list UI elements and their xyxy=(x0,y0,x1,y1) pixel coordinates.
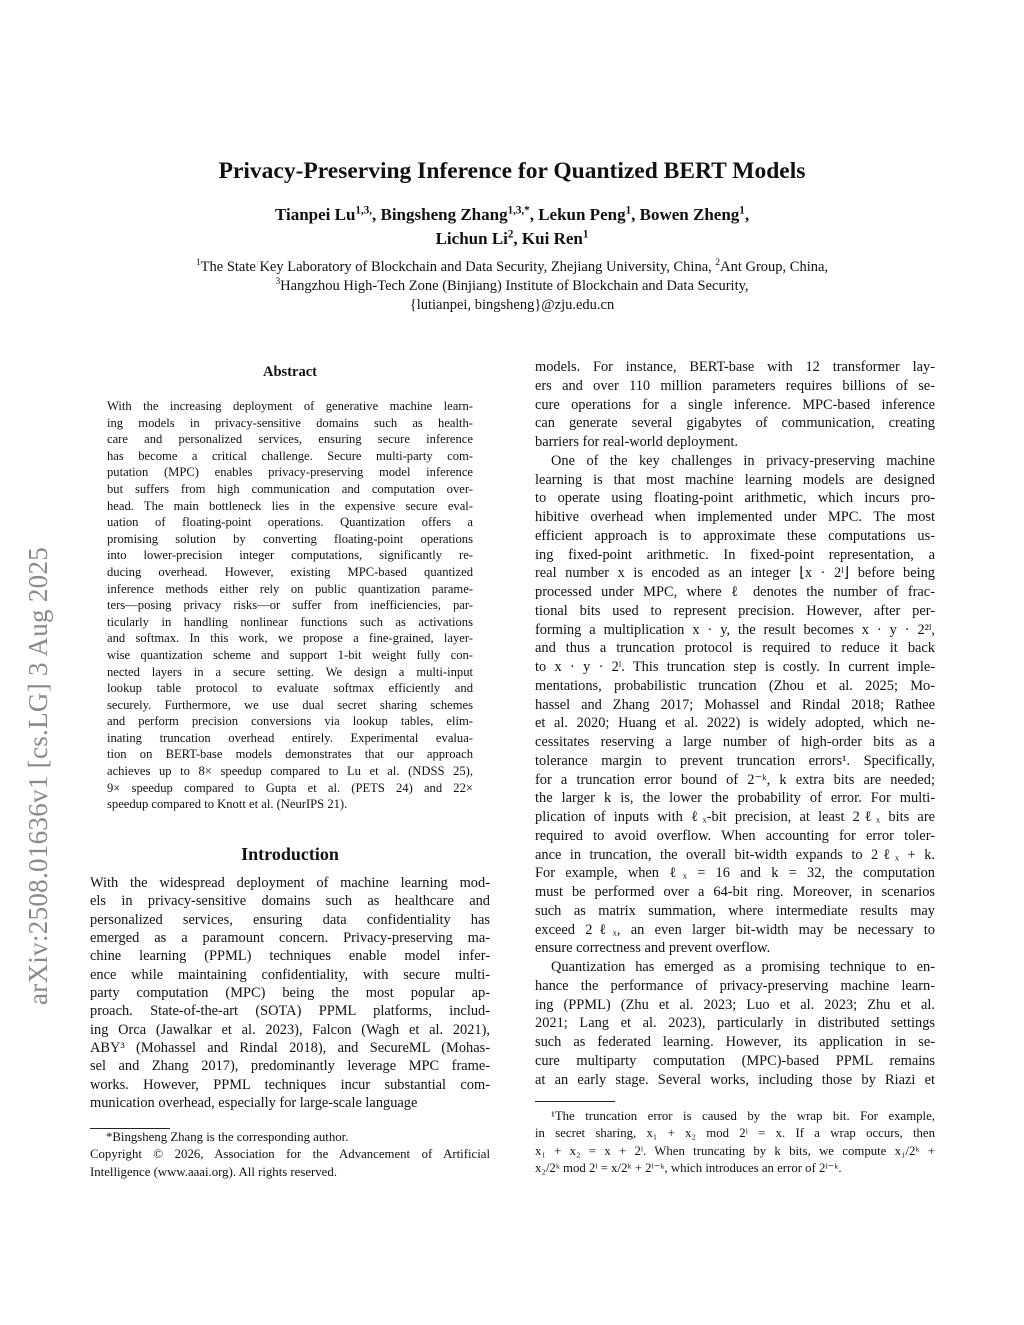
text-line: 2021; Lang et al. 2023), particularly in distributed settings xyxy=(535,1015,935,1032)
text-line: care and personalized services, ensuring secure inference xyxy=(107,432,473,447)
text-line: ance in truncation, the overall bit-width expands to 2ℓₓ + k. xyxy=(535,846,935,863)
text-line: head. The main bottleneck lies in the expensive secure eval- xyxy=(107,498,473,513)
text-line: emerged as a paramount concern. Privacy-preserving ma- xyxy=(90,930,490,947)
author-affil: 1,3,* xyxy=(507,204,530,217)
copyright-line: Intelligence (www.aaai.org). All rights reserved. xyxy=(90,1164,337,1179)
text-line: putation (MPC) enables privacy-preserving model inference xyxy=(107,465,473,480)
text-line: munication overhead, especially for large-scale language xyxy=(90,1095,418,1112)
author-name: , Kui Ren xyxy=(513,229,583,248)
affil-text: Hangzhou High-Tech Zone (Binjiang) Institute of Blockchain and Data Security, xyxy=(280,278,749,294)
abstract-body xyxy=(107,398,473,813)
text-line: learning is that most machine learning models are designed xyxy=(535,471,935,488)
text-line: securely. Furthermore, we use dual secret sharing schemes xyxy=(107,697,473,712)
text-line: works. However, PPML techniques incur substantial com- xyxy=(90,1076,490,1093)
introduction-body xyxy=(90,874,490,1112)
text-line: can generate several gigabytes of communication, creating xyxy=(535,415,935,432)
text-line: party computation (MPC) being the most popular ap- xyxy=(90,985,490,1002)
text-line: promising solution by converting floating-point operations xyxy=(107,531,473,546)
text-line: ing fixed-point arithmetic. In fixed-point representation, a xyxy=(535,546,935,563)
author-line-2 xyxy=(0,229,1024,249)
text-line: ters—posing privacy risks—or suffer from inefficiencies, par- xyxy=(107,598,473,613)
footnote-truncation xyxy=(535,1108,935,1177)
text-line: tion on BERT-base models demonstrates that our approach xyxy=(107,747,473,762)
text-line: at an early stage. Several works, including those by Riazi et xyxy=(535,1071,935,1088)
author-affil: 1 xyxy=(739,204,745,217)
text-line: ABY³ (Mohassel and Rindal 2018), and SecureML (Mohas- xyxy=(90,1040,490,1057)
text-line: personalized services, ensuring data confidentiality has xyxy=(90,911,490,928)
text-line: sel and Zhang 2017), predominantly leverage MPC frame- xyxy=(90,1058,490,1075)
affil-text: The State Key Laboratory of Blockchain and Data Security, Zhejiang University, China, xyxy=(200,259,716,275)
text-line: models. For instance, BERT-base with 12 transformer lay- xyxy=(535,359,935,375)
text-line: lookup table protocol to evaluate softmax efficiently and xyxy=(107,681,473,696)
footnote-line: x₁ + x₂ = x + 2ˡ. When truncating by k bits, we compute x₁/2ᵏ + xyxy=(535,1143,935,1158)
text-line: One of the key challenges in privacy-preserving machine xyxy=(551,452,935,469)
text-line: nected layers in a secure setting. We design a multi-input xyxy=(107,664,473,679)
text-line: ing Orca (Jawalkar et al. 2023), Falcon (Wagh et al. 2021), xyxy=(90,1021,490,1038)
text-line: mentations, probabilistic truncation (Zhou et al. 2025; Mo- xyxy=(535,677,935,694)
text-line: tional bits used to represent precision. However, after per- xyxy=(535,602,935,619)
author-email: {lutianpei, bingsheng}@zju.edu.cn xyxy=(409,297,615,313)
affil-text: Ant Group, China, xyxy=(720,259,829,275)
footnote-line: x₂/2ᵏ mod 2ˡ = x/2ᵏ + 2ˡ⁻ᵏ, which introduces an error of 2ˡ⁻ᵏ. xyxy=(535,1160,842,1175)
text-line: and softmax. In this work, we propose a fine-grained, layer- xyxy=(107,631,473,646)
text-line: cure multiparty computation (MPC)-based PPML remains xyxy=(535,1052,935,1069)
text-line: forming a multiplication x · y, the result becomes x · y · 2²ˡ, xyxy=(535,621,935,638)
text-line: processed under MPC, where ℓ denotes the number of frac- xyxy=(535,584,935,600)
affiliation-line-2 xyxy=(0,278,1024,295)
text-line: but suffers from high communication and computation over- xyxy=(107,481,473,496)
arxiv-stamp: arXiv:2508.01636v1 [cs.LG] 3 Aug 2025 xyxy=(23,546,53,1005)
text-line: hance the performance of privacy-preserving machine learn- xyxy=(535,977,935,994)
affil-marker: 2 xyxy=(715,258,721,269)
text-line: and thus a truncation protocol is required to reduce it back xyxy=(535,640,935,657)
text-line: ers and over 110 million parameters requires billions of se- xyxy=(535,377,935,394)
text-line: hassel and Zhang 2017; Mohassel and Rindal 2018; Rathee xyxy=(535,696,935,713)
copyright-line: Copyright © 2026, Association for the Advancement of Artificial xyxy=(90,1147,490,1162)
text-line: to operate using floating-point arithmetic, which incurs pro- xyxy=(535,490,935,507)
text-line: ensure correctness and prevent overflow. xyxy=(535,940,771,957)
author-line-1 xyxy=(0,205,1024,225)
text-line: ticularly in handling nonlinear functions such as activations xyxy=(107,614,473,629)
author-name: Tianpei Lu xyxy=(274,205,356,224)
text-line: inating truncation overhead entirely. Experimental evalua- xyxy=(107,730,473,745)
text-line: barriers for real-world deployment. xyxy=(535,434,738,450)
introduction-heading: Introduction xyxy=(241,844,339,864)
paper-title: Privacy-Preserving Inference for Quantized BERT Models xyxy=(218,158,806,184)
text-line: uation of floating-point operations. Quantization offers a xyxy=(107,515,473,530)
text-line: such as federated learning. However, its application in se- xyxy=(535,1034,935,1050)
text-line: into lower-precision integer computations, significantly re- xyxy=(107,548,473,563)
text-line: the larger k is, the lower the probability of error. For multi- xyxy=(535,790,935,807)
author-affil: 1 xyxy=(625,204,632,217)
text-line: ing models in privacy-sensitive domains such as health- xyxy=(107,415,473,430)
text-line: proach. State-of-the-art (SOTA) PPML platforms, includ- xyxy=(90,1003,490,1020)
text-line: With the increasing deployment of generative machine learn- xyxy=(107,399,473,413)
text-line: plication of inputs with ℓₓ-bit precision, at least 2ℓₓ bits are xyxy=(535,809,935,825)
text-line: and perform precision conversions via lookup tables, elim- xyxy=(107,714,473,729)
text-line: to x · y · 2ˡ. This truncation step is costly. In current imple- xyxy=(535,659,935,675)
text-line: cessitates reserving a large number of high-order bits as a xyxy=(535,734,935,750)
text-line: wise quantization scheme and support 1-bit weight fully con- xyxy=(107,647,473,662)
footnote-line: ¹The truncation error is caused by the wrap bit. For example, xyxy=(551,1109,935,1123)
affiliation-line-1 xyxy=(0,259,1024,276)
author-name: Lichun Li xyxy=(435,229,508,248)
footnotes-left xyxy=(90,1129,490,1181)
text-line: chine learning (PPML) techniques enable model infer- xyxy=(90,948,490,965)
author-affil: 2 xyxy=(507,228,514,241)
text-line: 9× speedup compared to Gupta et al. (PETS 24) and 22× xyxy=(107,780,473,795)
text-line: real number x is encoded as an integer ⌊x · 2ˡ⌋ before being xyxy=(535,565,935,582)
text-line: for a truncation error bound of 2⁻ᵏ, k extra bits are needed; xyxy=(535,771,935,788)
text-line: must be performed over a 64-bit ring. Moreover, in scenarios xyxy=(535,884,935,900)
corresponding-author-note: *Bingsheng Zhang is the corresponding author. xyxy=(106,1130,349,1144)
text-line: ing (PPML) (Zhu et al. 2023; Luo et al. 2023; Zhu et al. xyxy=(535,996,935,1013)
author-affil: 1,3, xyxy=(355,204,372,217)
affil-marker: 1 xyxy=(195,258,201,269)
text-line: inference methods either rely on public quantization parame- xyxy=(107,581,473,596)
author-affil: 1 xyxy=(582,228,589,241)
footnote-line: in secret sharing, x₁ + x₂ mod 2ˡ = x. If a wrap occurs, then xyxy=(535,1126,935,1141)
text-line: achieves up to 8× speedup compared to Lu et al. (NDSS 25), xyxy=(107,764,473,779)
text-line: hibitive overhead when implemented under MPC. The most xyxy=(535,509,935,525)
author-name: , Bowen Zheng xyxy=(631,205,740,224)
text-line: ence while maintaining confidentiality, with secure multi- xyxy=(90,966,490,983)
text-line: tolerance margin to prevent truncation errors¹. Specifically, xyxy=(535,752,935,769)
text-line: With the widespread deployment of machine learning mod- xyxy=(90,875,490,891)
abstract-heading: Abstract xyxy=(263,364,317,380)
text-line: For example, when ℓₓ = 16 and k = 32, the computation xyxy=(535,865,935,882)
text-line: efficient approach is to approximate these computations us- xyxy=(535,527,935,544)
text-line: has become a critical challenge. Secure multi-party com- xyxy=(107,448,473,463)
text-line: els in privacy-sensitive domains such as healthcare and xyxy=(90,893,490,910)
text-line: required to avoid overflow. When accounting for error toler- xyxy=(535,827,935,844)
author-sep: , xyxy=(744,205,750,224)
text-line: Quantization has emerged as a promising technique to en- xyxy=(551,959,935,975)
text-line: such as matrix summation, where intermediate results may xyxy=(535,902,935,919)
author-name: , Bingsheng Zhang xyxy=(372,205,508,224)
text-line: ducing overhead. However, existing MPC-based quantized xyxy=(107,564,473,579)
text-line: et al. 2020; Huang et al. 2022) is widely adopted, which ne- xyxy=(535,715,935,732)
text-line: speedup compared to Knott et al. (NeurIPS 21). xyxy=(107,797,348,812)
author-name: , Lekun Peng xyxy=(529,205,626,224)
footnote-rule xyxy=(535,1101,615,1102)
text-line: exceed 2ℓₓ, an even larger bit-width may be necessary to xyxy=(535,921,935,938)
right-column-body xyxy=(535,358,935,1089)
affil-marker: 3 xyxy=(275,277,281,288)
text-line: cure operations for a single inference. MPC-based inference xyxy=(535,396,935,413)
